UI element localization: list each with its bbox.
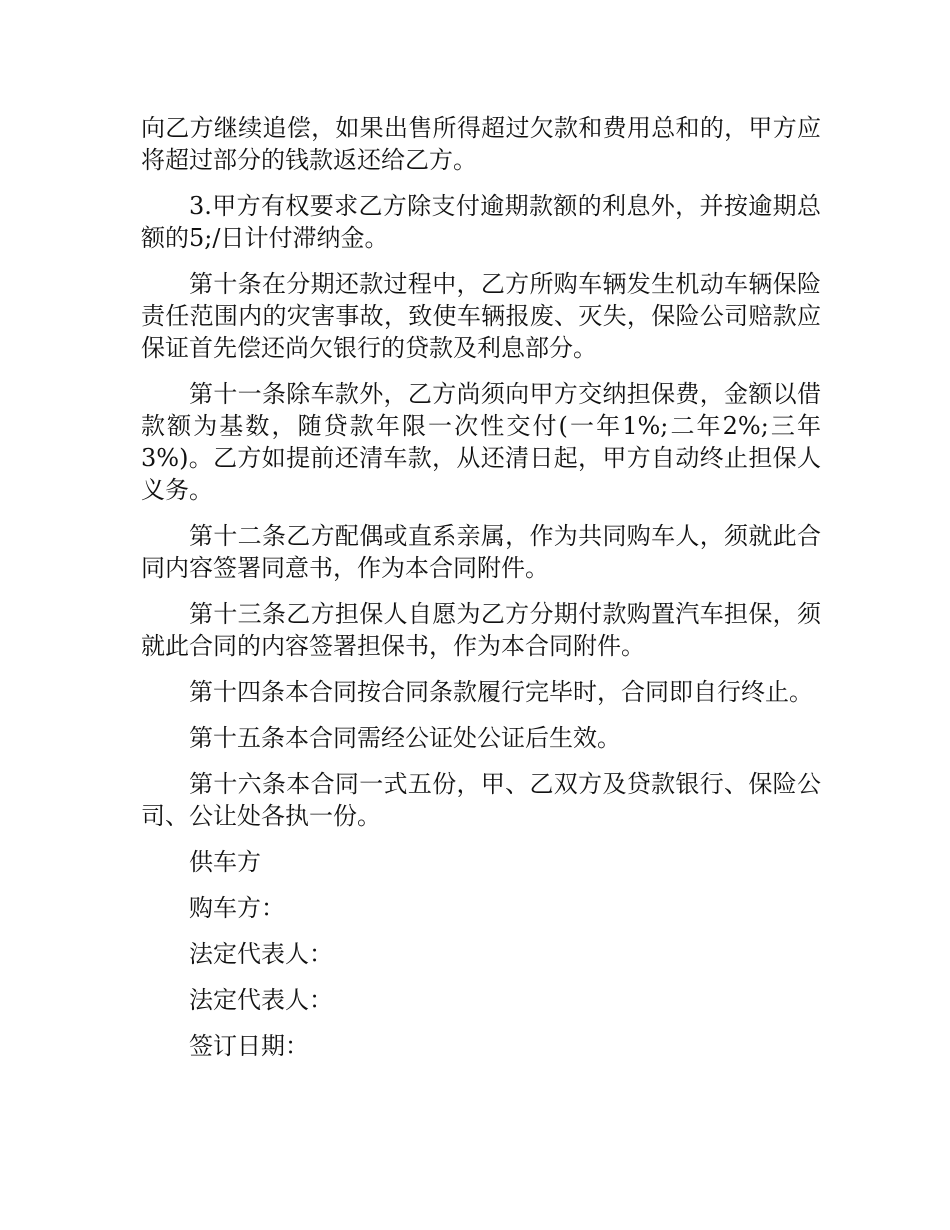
paragraph-article-14: 第十四条本合同按合同条款履行完毕时，合同即自行终止。 <box>189 678 813 706</box>
signature-date: 签订日期： <box>189 1032 309 1060</box>
signature-legal-rep-2: 法定代表人： <box>189 986 333 1014</box>
paragraph-article-10: 第十条在分期还款过程中，乙方所购车辆发生机动车辆保险责任范围内的灾害事故，致使车辆报废、灭失，保险公司赔款应保证首先偿还尚欠银行的贷款及利息部分。 <box>141 270 821 362</box>
signature-legal-rep-1: 法定代表人： <box>189 940 333 968</box>
signature-supplier: 供车方 <box>189 848 261 876</box>
paragraph-article-16: 第十六条本合同一式五份，甲、乙双方及贷款银行、保险公司、公让处各执一份。 <box>141 770 821 830</box>
paragraph-article-12: 第十二条乙方配偶或直系亲属，作为共同购车人，须就此合同内容签署同意书，作为本合同附件。 <box>141 522 821 582</box>
paragraph-article-11: 第十一条除车款外，乙方尚须向甲方交纳担保费，金额以借款额为基数，随贷款年限一次性交付(一年1%;二年2%;三年3%)。乙方如提前还清车款，从还清日起，甲方自动终止担保人义务。 <box>141 380 821 504</box>
signature-purchaser: 购车方： <box>189 894 285 922</box>
paragraph-late-fee: 3.甲方有权要求乙方除支付逾期款额的利息外，并按逾期总额的5;/日计付滞纳金。 <box>141 192 821 252</box>
paragraph-article-13: 第十三条乙方担保人自愿为乙方分期付款购置汽车担保，须就此合同的内容签署担保书，作为本合同附件。 <box>141 600 821 660</box>
paragraph-continuation: 向乙方继续追偿，如果出售所得超过欠款和费用总和的，甲方应将超过部分的钱款返还给乙方。 <box>141 114 821 174</box>
document-body <box>141 112 821 1076</box>
paragraph-article-15: 第十五条本合同需经公证处公证后生效。 <box>189 724 621 752</box>
